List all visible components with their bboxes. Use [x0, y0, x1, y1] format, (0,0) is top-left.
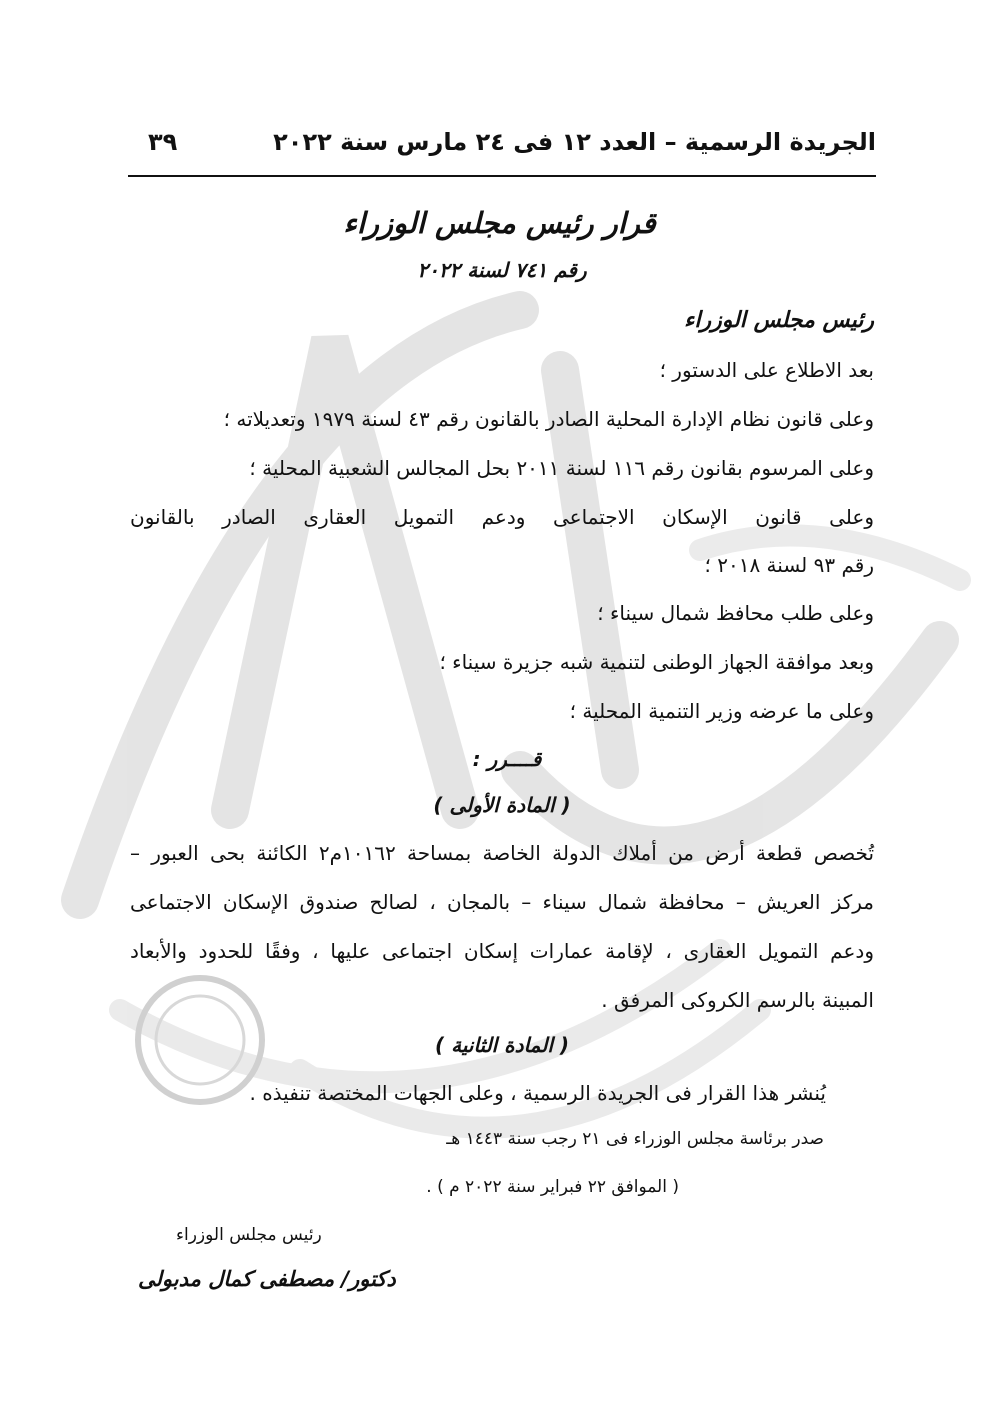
- preamble-line: وعلى المرسوم بقانون رقم ١١٦ لسنة ٢٠١١ بحل المجالس الشعبية المحلية ؛: [249, 456, 874, 480]
- article1-line: ودعم التمويل العقارى ، لإقامة عمارات إسكان اجتماعى عليها ، وفقًا للحدود والأبعاد: [130, 939, 874, 963]
- page-number: ٣٩: [148, 128, 178, 156]
- issuance-date-hijri: صدر برئاسة مجلس الوزراء فى ٢١ رجب سنة ١٤٤٣ هـ: [446, 1129, 824, 1149]
- article2-text: يُنشر هذا القرار فى الجريدة الرسمية ، وعلى الجهات المختصة تنفيذه .: [249, 1081, 826, 1105]
- preamble-line: وعلى قانون الإسكان الاجتماعى ودعم التمويل العقارى الصادر بالقانون: [130, 505, 874, 529]
- preamble-line: رقم ٩٣ لسنة ٢٠١٨ ؛: [704, 553, 874, 577]
- decree-number: رقم ٧٤١ لسنة ٢٠٢٢: [417, 258, 587, 282]
- signature-name: دكتور/ مصطفى كمال مدبولى: [138, 1267, 396, 1291]
- decree-title: قرار رئيس مجلس الوزراء: [343, 206, 656, 240]
- preamble-line: وعلى ما عرضه وزير التنمية المحلية ؛: [569, 699, 874, 723]
- header-divider: [128, 175, 876, 177]
- preamble-line: وبعد موافقة الجهاز الوطنى لتنمية شبه جزيرة سيناء ؛: [439, 650, 874, 674]
- article1-line: تُخصص قطعة أرض من أملاك الدولة الخاصة بمساحة ١٠١٦٢م٢ الكائنة بحى العبور –: [130, 841, 875, 865]
- preamble-line: وعلى طلب محافظ شمال سيناء ؛: [597, 601, 874, 625]
- decided-label: قــــرر :: [472, 747, 542, 771]
- preamble-line: بعد الاطلاع على الدستور ؛: [659, 358, 874, 382]
- preamble-line: وعلى قانون نظام الإدارة المحلية الصادر بالقانون رقم ٤٣ لسنة ١٩٧٩ وتعديلاته ؛: [223, 407, 874, 431]
- article1-line: المبينة بالرسم الكروكى المرفق .: [601, 988, 874, 1012]
- issuer-heading: رئيس مجلس الوزراء: [684, 308, 874, 333]
- article1-line: مركز العريش – محافظة شمال سيناء – بالمجان ، لصالح صندوق الإسكان الاجتماعى: [130, 890, 874, 914]
- signature-title: رئيس مجلس الوزراء: [176, 1225, 322, 1245]
- running-header: الجريدة الرسمية – العدد ١٢ فى ٢٤ مارس سنة ٢٠٢٢: [273, 128, 876, 156]
- article1-heading: ( المادة الأولى ): [433, 793, 571, 817]
- issuance-date-gregorian: ( الموافق ٢٢ فبراير سنة ٢٠٢٢ م ) .: [426, 1177, 679, 1197]
- article2-heading: ( المادة الثانية ): [435, 1033, 569, 1057]
